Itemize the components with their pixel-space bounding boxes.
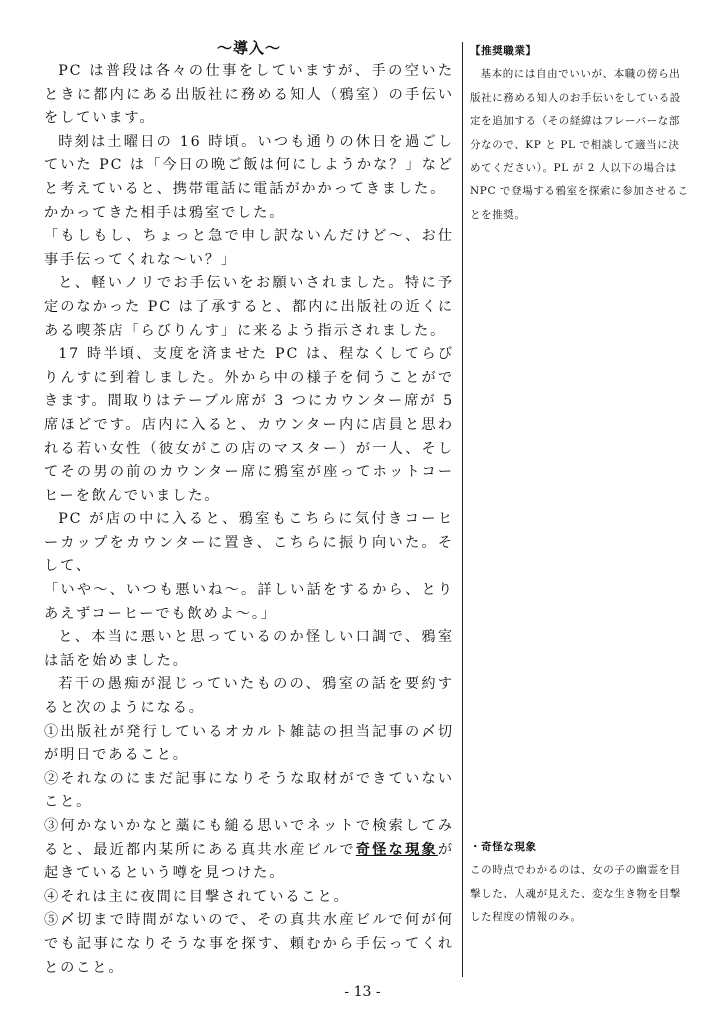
list-item-text: ③何かないかなと藁にも縋る思いでネットで検索してみると、最近都内某所にある真共水産ビルで xyxy=(44,818,454,858)
sidebar-note-recommended-job xyxy=(470,40,690,227)
list-item-text: が起きているという噂を見つけた。 xyxy=(44,841,454,882)
note-title: 【推奨職業】 xyxy=(470,45,537,57)
column-divider xyxy=(462,42,463,977)
note-title: ・奇怪な現象 xyxy=(470,841,537,853)
page-number: - 13 - xyxy=(344,984,381,1000)
sidebar-note-strange-phenomenon xyxy=(470,836,690,930)
dialogue: 「いや～、いつも悪いね～。詳しい話をするから、とりあえずコーヒーでも飲めよ～。」 xyxy=(44,582,454,622)
list-item xyxy=(44,815,454,886)
dialogue: 「もしもし、ちょっと急で申し訳ないんだけど～、お仕事手伝ってくれな～い？」 xyxy=(44,228,454,268)
paragraph: と、本当に悪いと思っているのか怪しい口調で、鴉室は話を始めました。 xyxy=(44,629,454,669)
note-text: この時点でわかるのは、女の子の幽霊を目撃した、人魂が見えた、変な生き物を目撃した程度の情報のみ。 xyxy=(470,864,681,924)
list-item: ④それは主に夜間に目撃されていること。 xyxy=(44,888,350,905)
list-item: ①出版社が発行しているオカルト雑誌の担当記事の〆切が明日であること。 xyxy=(44,723,454,764)
paragraph: と、軽いノリでお手伝いをお願いされました。特に予定のなかった PC は了承すると、都内に出版社の近くにある喫茶店「らびりんす」に来るよう指示されました。 xyxy=(44,275,454,339)
paragraph: PC は普段は各々の仕事をしていますが、手の空いたときに都内にある出版社に務める知人（鴉室）の手伝いをしています。 xyxy=(44,63,454,127)
paragraph: 若干の愚痴が混じっていたものの、鴉室の話を要約すると次のようになる。 xyxy=(44,676,454,717)
list-item: ②それなのにまだ記事になりそうな取材ができていないこと。 xyxy=(44,770,454,811)
paragraph: PC が店の中に入ると、鴉室もこちらに気付きコーヒーカップをカウンターに置き、こちらに振り向いた。そして、 xyxy=(44,511,454,575)
section-title: ～導入～ xyxy=(216,39,281,57)
paragraph: 17 時半頃、支度を済ませた PC は、程なくしてらびりんすに到着しました。外から中の様子を伺うことができます。間取りはテーブル席が 3 つにカウンター席が 5 席ほどです。店内に入ると、カウンター内に店員と思われる若い女性（彼女がこの店のマスター）が一人、そしてその男の前のカウンター席に鴉室が座ってホットコーヒーを飲んでいました。 xyxy=(44,346,454,504)
highlight-term: 奇怪な現象 xyxy=(355,841,438,858)
body-text xyxy=(44,60,454,980)
list-item: ⑤〆切まで時間がないので、その真共水産ビルで何が何でも記事になりそうな事を探す、頼むから手伝ってくれとのこと。 xyxy=(44,912,454,976)
note-text: 基本的には自由でいいが、本職の傍ら出版社に務める知人のお手伝いをしている設定を追加する（その経緯はフレーバーな部分なので、KP と PL で相談して適当に決めてください）。PL が 2 人以下の場合は NPC で登場する鴉室を探索に参加させることを推奨。 xyxy=(470,68,689,221)
main-column xyxy=(44,36,454,980)
paragraph: 時刻は土曜日の 16 時頃。いつも通りの休日を過ごしていた PC は「今日の晩ご飯は何にしようかな？」などと考えていると、携帯電話に電話がかかってきました。 xyxy=(44,133,454,197)
paragraph: かかってきた相手は鴉室でした。 xyxy=(44,204,286,221)
